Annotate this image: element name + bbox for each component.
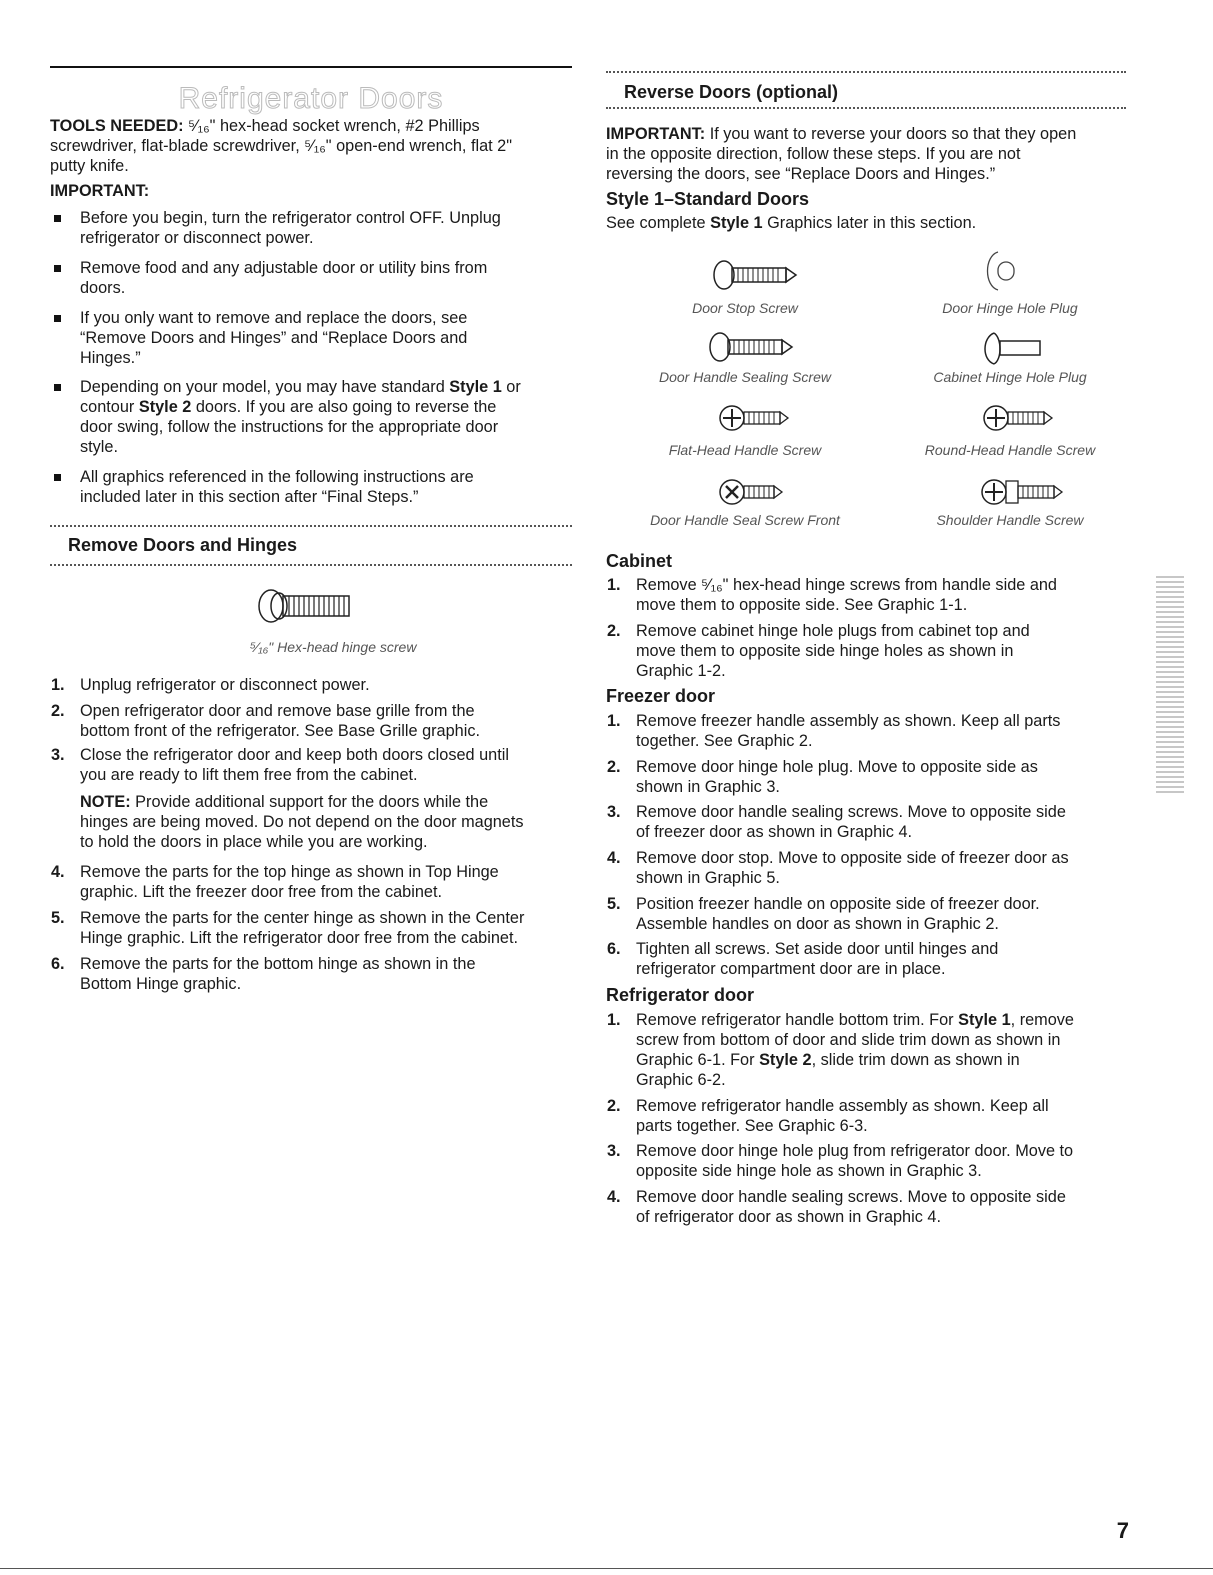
- bullet-text: style.: [80, 438, 119, 456]
- bullet-item: [80, 467, 572, 507]
- step-item: [51, 675, 572, 695]
- step-number: 6.: [607, 940, 621, 958]
- step-text: move them to opposite side hinge holes as shown in: [636, 642, 1014, 660]
- step-text: shown in Graphic 5.: [636, 869, 780, 887]
- step-text: move them to opposite side. See Graphic 1-1.: [636, 596, 968, 614]
- step-text: together. See Graphic 2.: [636, 732, 813, 750]
- step-text: screw from bottom of door and slide trim down as shown in: [636, 1031, 1061, 1049]
- step-text: Bottom Hinge graphic.: [80, 975, 242, 993]
- step-item: [607, 711, 1126, 751]
- bullet-text: All graphics referenced in the following instructions are: [80, 468, 474, 486]
- step-text: Hinge graphic. Lift the refrigerator door free from the cabinet.: [80, 929, 519, 947]
- step-number: 3.: [607, 1142, 621, 1160]
- step-item: [607, 621, 1126, 681]
- see-text: See complete: [606, 214, 711, 232]
- step-text: Remove ⁵⁄₁₆" hex-head hinge screws from handle side and: [636, 576, 1057, 594]
- step-number: 2.: [607, 622, 621, 640]
- hex-hinge-screw-icon: [255, 588, 355, 624]
- note-text: to hold the doors in place while you are working.: [80, 833, 428, 851]
- step-item: [51, 745, 572, 785]
- section-rule: [606, 71, 1126, 73]
- step-text: Remove the parts for the bottom hinge as shown in the: [80, 955, 476, 973]
- step-text: refrigerator compartment door are in place.: [636, 960, 946, 978]
- step-number: 2.: [51, 702, 65, 720]
- bullet-text: doors. If you are also going to reverse the: [191, 398, 497, 416]
- step-item: [51, 908, 572, 948]
- step-text: Remove door hinge hole plug. Move to opposite side as: [636, 758, 1038, 776]
- bullet-text: Depending on your model, you may have standard: [80, 378, 450, 396]
- page-number: 7: [1116, 1518, 1129, 1543]
- shoulder-handle-screw-icon: [980, 474, 1070, 510]
- step-number: 4.: [607, 849, 621, 867]
- step-text: of freezer door as shown in Graphic 4.: [636, 823, 913, 841]
- step-text: Open refrigerator door and remove base grille from the: [80, 702, 475, 720]
- part-label: Door Stop Screw: [692, 300, 798, 316]
- part-label: Shoulder Handle Screw: [936, 512, 1084, 528]
- step-text: Graphic 1-2.: [636, 662, 726, 680]
- step-item: [607, 848, 1126, 888]
- bullet-text: “Remove Doors and Hinges” and “Replace Doors and: [80, 329, 468, 347]
- round-head-handle-screw-icon: [982, 400, 1062, 436]
- style-1-heading: Style 1–Standard Doors: [606, 189, 810, 209]
- step-number: 1.: [51, 676, 65, 694]
- see-text: Graphics later in this section.: [762, 214, 977, 232]
- part-label: Door Handle Seal Screw Front: [650, 512, 840, 528]
- step-text: Remove cabinet hinge hole plugs from cabinet top and: [636, 622, 1030, 640]
- step-item: [607, 757, 1126, 797]
- reverse-doors-heading: Reverse Doors (optional): [624, 82, 839, 102]
- step-text: you are ready to lift them free from the cabinet.: [80, 766, 418, 784]
- top-rule: [50, 66, 572, 68]
- step-text: Assemble handles on door as shown in Graphic 2.: [636, 915, 999, 933]
- bullet-item: [80, 258, 572, 298]
- step-text: Unplug refrigerator or disconnect power.: [80, 676, 370, 694]
- remove-doors-heading: Remove Doors and Hinges: [68, 535, 298, 555]
- step-text: Position freezer handle on opposite side of freezer door.: [636, 895, 1040, 913]
- step-item: [607, 575, 1126, 615]
- step-number: 2.: [607, 1097, 621, 1115]
- part-label: Door Handle Sealing Screw: [659, 369, 831, 385]
- note-label: NOTE:: [80, 793, 131, 811]
- freezer-door-heading: Freezer door: [606, 686, 716, 706]
- important-label: IMPORTANT:: [606, 125, 706, 143]
- door-handle-sealing-screw-icon: [706, 330, 796, 364]
- bullet-icon: [54, 384, 61, 391]
- step-number: 2.: [607, 758, 621, 776]
- step-number: 3.: [607, 803, 621, 821]
- step-text: Remove the parts for the center hinge as shown in the Center: [80, 909, 525, 927]
- note-text: hinges are being moved. Do not depend on the door magnets: [80, 813, 524, 831]
- section-rule: [50, 564, 572, 566]
- important-label: IMPORTANT:: [50, 182, 150, 200]
- step-number: 3.: [51, 746, 65, 764]
- step-text: Remove refrigerator handle assembly as shown. Keep all: [636, 1097, 1049, 1115]
- bullet-icon: [54, 474, 61, 481]
- door-hinge-hole-plug-icon: [980, 248, 1030, 294]
- step-text: , slide trim down as shown in: [811, 1051, 1020, 1069]
- step-text: Graphic 6-1. For: [636, 1051, 760, 1069]
- bullet-icon: [54, 265, 61, 272]
- refrigerator-door-heading: Refrigerator door: [606, 985, 755, 1005]
- step-number: 1.: [607, 712, 621, 730]
- style-1-label: Style 1: [958, 1011, 1011, 1029]
- step-number: 4.: [607, 1188, 621, 1206]
- step-text: graphic. Lift the freezer door free from the cabinet.: [80, 883, 442, 901]
- tools-text: putty knife.: [50, 157, 129, 175]
- section-rule: [50, 525, 572, 527]
- important-text: reversing the doors, see “Replace Doors and Hinges.”: [606, 165, 996, 183]
- section-rule: [606, 107, 1126, 109]
- cabinet-hinge-hole-plug-icon: [980, 330, 1050, 366]
- step-item: [607, 802, 1126, 842]
- margin-stamp-graphic: [1156, 575, 1184, 793]
- door-handle-seal-screw-front-icon: [718, 474, 798, 510]
- bullet-icon: [54, 215, 61, 222]
- step-item: [607, 1096, 1126, 1136]
- step-number: 5.: [607, 895, 621, 913]
- part-label: Flat-Head Handle Screw: [668, 442, 822, 458]
- bullet-text: contour: [80, 398, 139, 416]
- tools-text: ⁵⁄₁₆" hex-head socket wrench, #2 Phillips: [183, 117, 480, 135]
- bullet-text: doors.: [80, 279, 126, 297]
- step-number: 6.: [51, 955, 65, 973]
- bullet-text: or: [501, 378, 521, 396]
- page-title: Refrigerator Doors: [178, 82, 444, 115]
- bullet-text: Before you begin, turn the refrigerator control OFF. Unplug: [80, 209, 501, 227]
- bullet-text: included later in this section after “Final Steps.”: [80, 488, 419, 506]
- step-item: [607, 1187, 1126, 1227]
- step-item: [51, 954, 572, 994]
- step-text: Remove the parts for the top hinge as shown in Top Hinge: [80, 863, 499, 881]
- style-1-label: Style 1: [449, 378, 502, 396]
- style-1-label: Style 1: [710, 214, 763, 232]
- bullet-item: [80, 208, 572, 248]
- step-text: Remove refrigerator handle bottom trim. For: [636, 1011, 959, 1029]
- step-number: 5.: [51, 909, 65, 927]
- bottom-rule: [0, 1568, 1213, 1569]
- step-item: [51, 862, 572, 902]
- step-text: Remove freezer handle assembly as shown. Keep all parts: [636, 712, 1061, 730]
- part-label: Cabinet Hinge Hole Plug: [933, 369, 1087, 385]
- tools-text: screwdriver, flat-blade screwdriver, ⁵⁄₁₆" open-end wrench, flat 2": [50, 137, 513, 155]
- step-text: Close the refrigerator door and keep both doors closed until: [80, 746, 509, 764]
- bullet-item: [80, 377, 572, 457]
- style-2-label: Style 2: [138, 398, 192, 416]
- step-text: Remove door handle sealing screws. Move to opposite side: [636, 803, 1066, 821]
- bullet-text: Hinges.”: [80, 349, 141, 367]
- hinge-screw-caption: ⁵⁄₁₆" Hex-head hinge screw: [250, 639, 417, 655]
- see-graphics-text: [606, 213, 976, 233]
- step-text: , remove: [1010, 1011, 1074, 1029]
- note-text: Provide additional support for the doors while the: [130, 793, 489, 811]
- step-item: [607, 1141, 1126, 1181]
- step-text: shown in Graphic 3.: [636, 778, 780, 796]
- note: [80, 792, 572, 852]
- step-item: [51, 701, 572, 741]
- cabinet-heading: Cabinet: [606, 551, 673, 571]
- step-item: [607, 939, 1126, 979]
- step-text: of refrigerator door as shown in Graphic 4.: [636, 1208, 941, 1226]
- tools-needed: [50, 116, 572, 176]
- flat-head-handle-screw-icon: [718, 400, 798, 436]
- bullet-text: Remove food and any adjustable door or utility bins from: [80, 259, 488, 277]
- reverse-important: [606, 124, 1126, 184]
- door-stop-screw-icon: [710, 258, 800, 292]
- step-text: opposite side hinge hole as shown in Graphic 3.: [636, 1162, 982, 1180]
- part-label: Door Hinge Hole Plug: [942, 300, 1078, 316]
- bullet-icon: [54, 315, 61, 322]
- tools-label: TOOLS NEEDED:: [50, 117, 184, 135]
- step-text: Tighten all screws. Set aside door until hinges and: [636, 940, 999, 958]
- step-item: [607, 894, 1126, 934]
- bullet-text: If you only want to remove and replace the doors, see: [80, 309, 468, 327]
- step-text: Remove door handle sealing screws. Move to opposite side: [636, 1188, 1066, 1206]
- bullet-text: door swing, follow the instructions for the appropriate door: [80, 418, 499, 436]
- step-item: [607, 1010, 1126, 1090]
- step-text: Graphic 6-2.: [636, 1071, 726, 1089]
- bullet-item: [80, 308, 572, 368]
- bullet-text: refrigerator or disconnect power.: [80, 229, 314, 247]
- step-number: 4.: [51, 863, 65, 881]
- step-text: Remove door hinge hole plug from refrigerator door. Move to: [636, 1142, 1074, 1160]
- step-text: parts together. See Graphic 6-3.: [636, 1117, 868, 1135]
- part-label: Round-Head Handle Screw: [924, 442, 1096, 458]
- step-number: 1.: [607, 576, 621, 594]
- style-2-label: Style 2: [759, 1051, 812, 1069]
- step-text: bottom front of the refrigerator. See Base Grille graphic.: [80, 722, 480, 740]
- step-number: 1.: [607, 1011, 621, 1029]
- important-text: in the opposite direction, follow these steps. If you are not: [606, 145, 1021, 163]
- important-text: If you want to reverse your doors so that they open: [705, 125, 1077, 143]
- step-text: Remove door stop. Move to opposite side of freezer door as: [636, 849, 1069, 867]
